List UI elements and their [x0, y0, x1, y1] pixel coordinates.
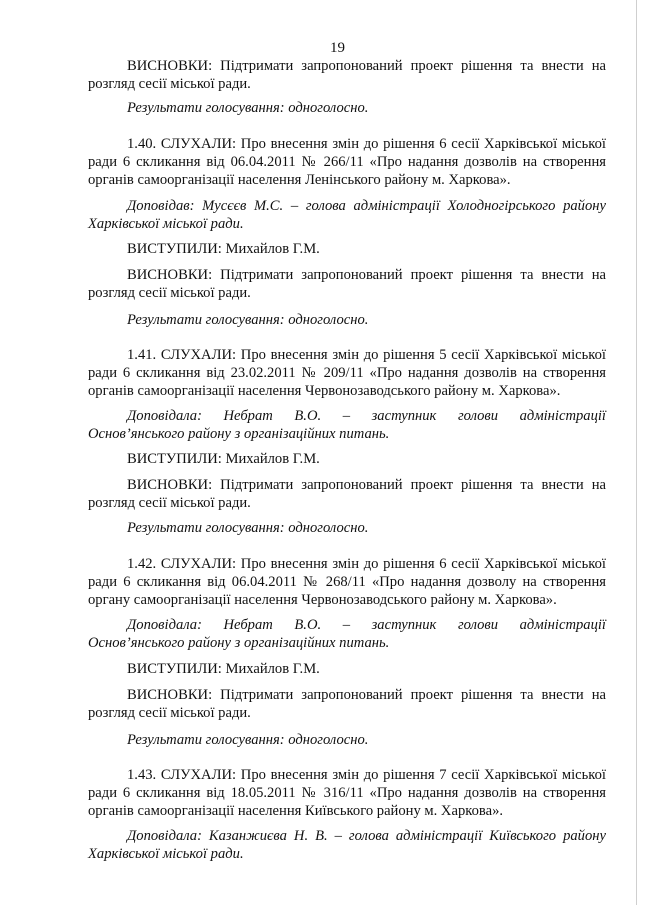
- heard-line: 1.42. СЛУХАЛИ: Про внесення змін до рішення 6 сесії Харківської міської: [127, 556, 606, 572]
- reporter-line: Доповідала: Небрат В.О. – заступник голови адміністрації: [127, 408, 606, 424]
- speakers-line: ВИСТУПИЛИ: Михайлов Г.М.: [127, 661, 320, 677]
- speakers-line: ВИСТУПИЛИ: Михайлов Г.М.: [127, 241, 320, 257]
- reporter-line: Харківської міської ради.: [88, 846, 244, 862]
- conclusion-line: розгляд сесії міської ради.: [88, 76, 251, 92]
- heard-line: 1.41. СЛУХАЛИ: Про внесення змін до рішення 5 сесії Харківської міської: [127, 347, 606, 363]
- reporter-line: Основ’янського району з організаційних питань.: [88, 635, 390, 651]
- heard-line: органів самоорганізації населення Ленінського району м. Харкова».: [88, 172, 511, 188]
- conclusion-line: розгляд сесії міської ради.: [88, 705, 251, 721]
- reporter-line: Основ’янського району з організаційних питань.: [88, 426, 390, 442]
- conclusion-line: ВИСНОВКИ: Підтримати запропонований проект рішення та внести на: [127, 687, 606, 703]
- conclusion-line: ВИСНОВКИ: Підтримати запропонований проект рішення та внести на: [127, 58, 606, 74]
- heard-line: ради 6 скликання від 18.05.2011 № 316/11 «Про надання дозволів на створення: [88, 785, 606, 801]
- page-number: 19: [330, 40, 345, 56]
- vote-result: Результати голосування: одноголосно.: [127, 100, 369, 116]
- heard-line: ради 6 скликання від 23.02.2011 № 209/11 «Про надання дозволів на створення: [88, 365, 606, 381]
- heard-line: 1.43. СЛУХАЛИ: Про внесення змін до рішення 7 сесії Харківської міської: [127, 767, 606, 783]
- heard-line: ради 6 скликання від 06.04.2011 № 266/11 «Про надання дозволів на створення: [88, 154, 606, 170]
- heard-line: органів самоорганізації населення Київського району м. Харкова».: [88, 803, 504, 819]
- reporter-line: Доповідала: Небрат В.О. – заступник голови адміністрації: [127, 617, 606, 633]
- reporter-line: Харківської міської ради.: [88, 216, 244, 232]
- heard-line: ради 6 скликання від 06.04.2011 № 268/11 «Про надання дозволу на створення: [88, 574, 606, 590]
- conclusion-line: розгляд сесії міської ради.: [88, 285, 251, 301]
- page-edge: [636, 0, 637, 905]
- reporter-line: Доповідав: Мусєєв М.С. – голова адміністрації Холодногірського району: [127, 198, 606, 214]
- reporter-line: Доповідала: Казанжиєва Н. В. – голова адміністрації Київського району: [127, 828, 606, 844]
- vote-result: Результати голосування: одноголосно.: [127, 312, 369, 328]
- heard-line: 1.40. СЛУХАЛИ: Про внесення змін до рішення 6 сесії Харківської міської: [127, 136, 606, 152]
- speakers-line: ВИСТУПИЛИ: Михайлов Г.М.: [127, 451, 320, 467]
- heard-line: органу самоорганізації населення Червонозаводського району м. Харкова».: [88, 592, 557, 608]
- vote-result: Результати голосування: одноголосно.: [127, 520, 369, 536]
- conclusion-line: розгляд сесії міської ради.: [88, 495, 251, 511]
- heard-line: органів самоорганізації населення Червонозаводського району м. Харкова».: [88, 383, 561, 399]
- vote-result: Результати голосування: одноголосно.: [127, 732, 369, 748]
- conclusion-line: ВИСНОВКИ: Підтримати запропонований проект рішення та внести на: [127, 477, 606, 493]
- conclusion-line: ВИСНОВКИ: Підтримати запропонований проект рішення та внести на: [127, 267, 606, 283]
